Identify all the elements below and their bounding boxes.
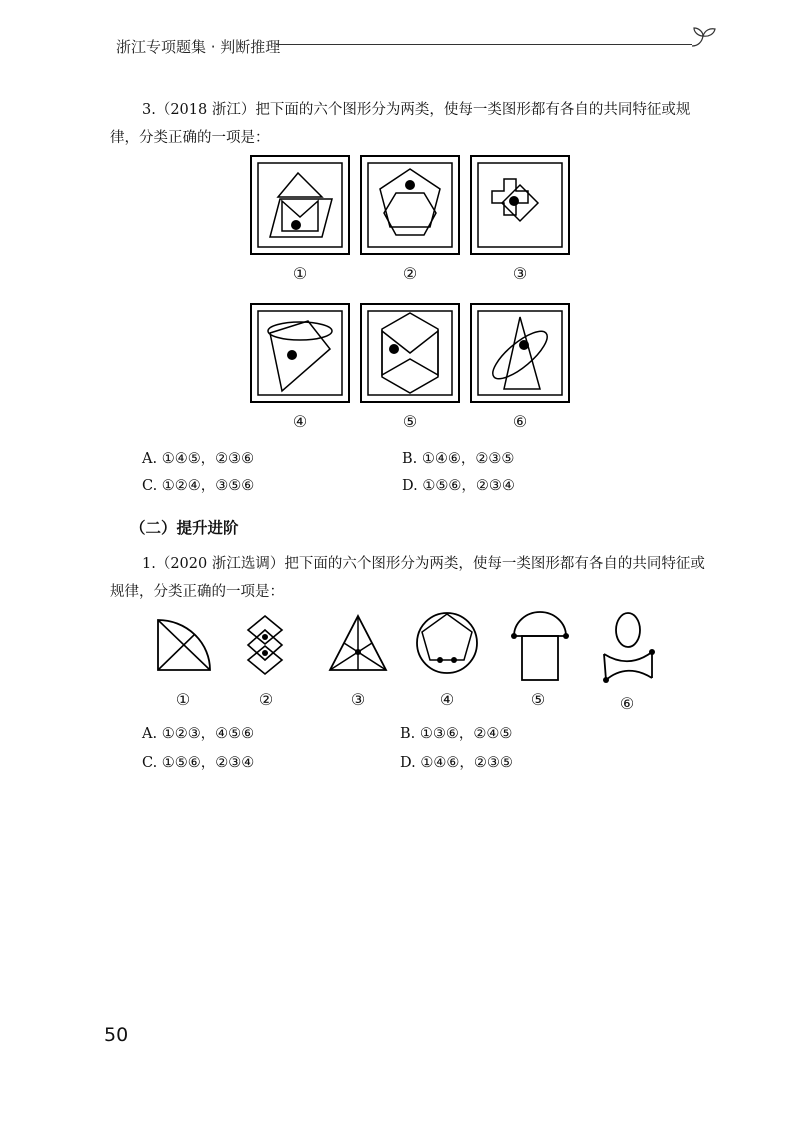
q3-figure-4 [250,303,350,403]
q1-figure-2-label: ② [258,690,274,709]
q1-option-c: C. ①⑤⑥，②③④ [142,755,255,771]
q3-figure-3 [470,155,570,255]
q3-option-d: D. ①⑤⑥，②③④ [402,478,515,494]
q3-figure-4-label: ④ [292,412,308,431]
q1-figure-2 [240,614,290,676]
q3-figure-3-label: ③ [512,264,528,283]
q1-option-d: D. ①④⑥，②③⑤ [400,755,513,771]
q3-figure-6-label: ⑥ [512,412,528,431]
q1-figure-6-label: ⑥ [619,694,635,713]
q1-figure-4-label: ④ [439,690,455,709]
q1-figure-6 [596,612,660,688]
q3-option-c: C. ①②④，③⑤⑥ [142,478,255,494]
q3-figure-5-label: ⑤ [402,412,418,431]
q1-figure-3-label: ③ [350,690,366,709]
q1-figure-1 [150,614,220,674]
q1-figure-1-label: ① [175,690,191,709]
q1-figure-5 [508,610,572,682]
section-heading: （二）提升进阶 [130,519,239,537]
q1-figure-4 [414,610,480,676]
q1-option-b: B. ①③⑥，②④⑤ [400,726,513,742]
question-3-text: 3.（2018 浙江）把下面的六个图形分为两类，使每一类图形都有各自的共同特征或规律，分类正确的一项是： [110,102,691,146]
q3-figure-5 [360,303,460,403]
q3-figure-6 [470,303,570,403]
sprout-icon [688,24,720,48]
q1-option-a: A. ①②③，④⑤⑥ [142,726,255,742]
page-number: 50 [104,1024,129,1046]
q1-figure-5-label: ⑤ [530,690,546,709]
q3-figure-1 [250,155,350,255]
q3-figure-2 [360,155,460,255]
q3-option-b: B. ①④⑥，②③⑤ [402,451,515,467]
q3-option-a: A. ①④⑤，②③⑥ [142,451,255,467]
q3-figure-1-label: ① [292,264,308,283]
q1-figure-3 [326,612,390,674]
running-header-title: 浙江专项题集 · 判断推理 [116,38,281,56]
question-1-text: 1.（2020 浙江选调）把下面的六个图形分为两类，使每一类图形都有各自的共同特征或规律，分类正确的一项是： [110,556,705,600]
q3-figure-2-label: ② [402,264,418,283]
header-rule [276,44,692,45]
